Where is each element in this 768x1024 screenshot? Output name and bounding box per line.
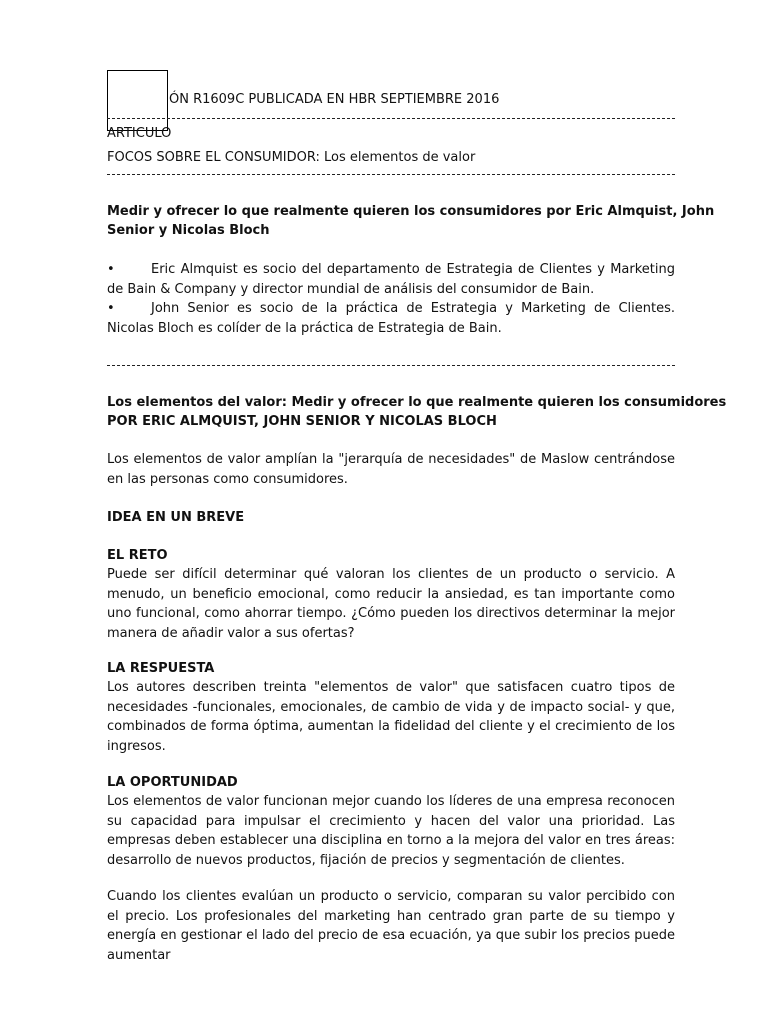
bullet-icon: • xyxy=(107,262,115,277)
author-bullet-text: John Senior es socio de la práctica de Estrategia y Marketing de Clientes. Nicolas Bloch es colíder de la práctica de Estrategia de Bain. xyxy=(107,301,675,336)
article-title-line1: Los elementos del valor: Medir y ofrecer lo que realmente quieren los consumidores xyxy=(107,395,727,410)
dashed-separator xyxy=(107,174,675,176)
section-paragraph: Los autores describen treinta "elementos de valor" que satisfacen cuatro tipos de necesidades -funcionales, emocionales, de cambio de vida y de impacto social- y que, combinados de forma óptima, aumentan la fidelidad del cliente y el crecimiento de los ingresos. xyxy=(107,680,675,754)
publication-line: ÓN R1609C PUBLICADA EN HBR SEPTIEMBRE 2016 xyxy=(169,92,500,107)
intro-title-line1: Medir y ofrecer lo que realmente quieren los consumidores por Eric Almquist, John xyxy=(107,204,715,219)
idea-heading: IDEA EN UN BREVE xyxy=(107,510,245,525)
section-paragraph: Los elementos de valor funcionan mejor cuando los líderes de una empresa reconocen su capacidad para impulsar el crecimiento y hacen del valor una prioridad. Las empresas deben establecer una disciplina en torno a la mejora del valor en tres áreas: desarrollo de nuevos productos, fijación de precios y segmentación de clientes. xyxy=(107,794,675,868)
article-title-line2: POR ERIC ALMQUIST, JOHN SENIOR Y NICOLAS BLOCH xyxy=(107,414,497,429)
closing-paragraph: Cuando los clientes evalúan un producto o servicio, comparan su valor percibido con el precio. Los profesionales del marketing han centrado gran parte de su tiempo y energía en gestionar el lado del precio de esa ecuación, ya que subir los precios puede aumentar xyxy=(107,889,675,963)
intro-title-line2: Senior y Nicolas Bloch xyxy=(107,223,270,238)
redaction-box xyxy=(107,70,168,131)
lead-paragraph: Los elementos de valor amplían la "jerarquía de necesidades" de Maslow centrándose en las personas como consumidores. xyxy=(107,452,675,487)
section-heading: EL RETO xyxy=(107,548,168,563)
author-bullet xyxy=(107,260,675,299)
author-bullet xyxy=(107,299,675,338)
section-heading: LA OPORTUNIDAD xyxy=(107,775,238,790)
section-paragraph: Puede ser difícil determinar qué valoran los clientes de un producto o servicio. A menudo, un beneficio emocional, como reducir la ansiedad, es tan importante como uno funcional, como ahorrar tiempo. ¿Cómo pueden los directivos determinar la mejor manera de añadir valor a sus ofertas? xyxy=(107,567,675,641)
dashed-separator xyxy=(107,118,675,120)
bullet-icon: • xyxy=(107,301,115,316)
article-label: ARTÍCULO xyxy=(107,127,172,137)
section-heading: LA RESPUESTA xyxy=(107,661,215,676)
focus-line: FOCOS SOBRE EL CONSUMIDOR: Los elementos de valor xyxy=(107,150,476,165)
dashed-separator xyxy=(107,365,675,367)
author-bullet-text: Eric Almquist es socio del departamento de Estrategia de Clientes y Marketing de Bain & Company y director mundial de análisis del consumidor de Bain. xyxy=(107,262,675,297)
